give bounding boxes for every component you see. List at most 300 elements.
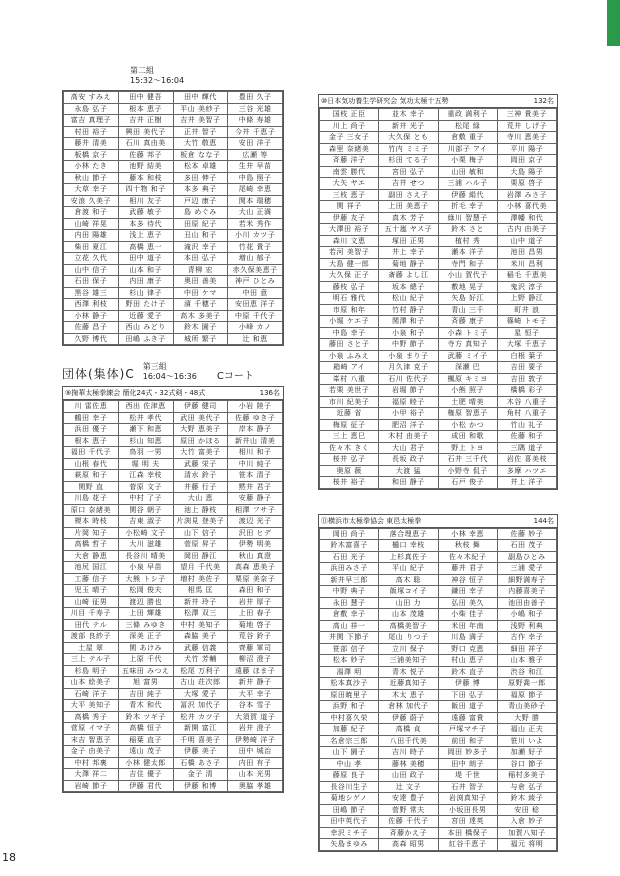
member-name: 梅原 征子	[320, 419, 379, 431]
member-name: 柳沼 澄子	[228, 654, 283, 666]
member-name: 神戸 ひとみ	[228, 276, 283, 288]
member-name: 川上 尚子	[320, 120, 379, 132]
member-name: 小岩 陸子	[228, 401, 283, 413]
member-name: 佐藤 昌子	[64, 322, 119, 334]
member-name: 中島 幸子	[320, 327, 379, 339]
member-name: 中川 純子	[228, 458, 283, 470]
roster-grid	[319, 108, 557, 489]
member-name: 倉敷 重子	[438, 132, 497, 144]
member-name: 大熊 トシ子	[118, 573, 173, 585]
member-name: 鶴田 幸子	[64, 412, 119, 424]
table-row	[320, 281, 557, 293]
member-name: 藤林 美穂	[379, 758, 438, 770]
member-name: 土肥 晴美	[438, 396, 497, 408]
group-label: 第二組 15:32～16:04	[130, 66, 185, 85]
member-name: 吉田 要子	[497, 362, 556, 374]
member-name: 倉林 加代子	[379, 701, 438, 713]
member-name: 武田 美代子	[173, 412, 228, 424]
member-name: 上杉真佐子	[379, 551, 438, 563]
member-name: 多田 伸子	[173, 172, 228, 184]
table-row	[320, 327, 557, 339]
table-row	[64, 241, 283, 253]
member-name: 松山 紀子	[379, 293, 438, 305]
member-name: 落合理恵子	[379, 528, 438, 540]
member-name: 峯村 八重	[320, 373, 379, 385]
member-name: 安浪 久美子	[64, 195, 119, 207]
table-row	[320, 770, 557, 782]
member-name: 佐々木紀子	[438, 551, 497, 563]
member-name: 竹内 ミミ子	[379, 143, 438, 155]
member-name: 奥田 善美	[173, 276, 228, 288]
table-row	[64, 642, 283, 654]
table-row	[64, 504, 283, 516]
table-row	[320, 540, 557, 552]
member-name: 関澤 和子	[379, 316, 438, 328]
member-name: 大島 陽子	[497, 166, 556, 178]
member-name: 寺方 真知子	[438, 339, 497, 351]
table-row	[320, 724, 557, 736]
table-row	[64, 230, 283, 242]
member-name: 吉田 敦子	[497, 373, 556, 385]
table-row	[320, 109, 557, 121]
member-name: 藤田 さと子	[320, 339, 379, 351]
member-name: 安田 洋子	[228, 138, 283, 150]
member-name: 岡田 京子	[497, 155, 556, 167]
member-name: 大渡 猛	[379, 465, 438, 477]
member-name: 中村 美知子	[173, 619, 228, 631]
member-name: 末吉 智恵子	[64, 734, 119, 746]
member-name: 小嶋 和子	[497, 609, 556, 621]
table-row	[64, 322, 283, 334]
table-row	[320, 396, 557, 408]
table-row	[64, 424, 283, 436]
member-name: 浜田 優子	[64, 424, 119, 436]
member-name: 小柴 佳子	[438, 609, 497, 621]
member-name: 若河 美智子	[320, 247, 379, 259]
member-name: 岩佐 喜美枝	[497, 454, 556, 466]
member-name: 広瀬 等	[228, 149, 283, 161]
table-row	[320, 586, 557, 598]
table-row	[320, 666, 557, 678]
member-name: 関 あけみ	[118, 642, 173, 654]
table-row	[320, 408, 557, 420]
member-name: 深瀬 巴	[438, 362, 497, 374]
right-column	[318, 94, 558, 852]
court-label: Cコート	[216, 371, 254, 382]
table-row	[320, 632, 557, 644]
table-row	[64, 769, 283, 781]
member-name: 角村 八重子	[497, 408, 556, 420]
member-name: 石井 智子	[438, 781, 497, 793]
table-row	[320, 247, 557, 259]
member-name: 大島 健一郎	[320, 258, 379, 270]
member-name: 高橋 哲子	[64, 539, 119, 551]
member-name: 藤枝 弘子	[320, 281, 379, 293]
member-name: 新井山 清美	[228, 435, 283, 447]
member-name: 千明 喜美子	[173, 734, 228, 746]
member-name: 鈴木 綾子	[497, 793, 556, 805]
member-name: 古内 由美子	[497, 224, 556, 236]
member-name: 秋山 真澄	[228, 550, 283, 562]
member-name: 佐藤 和子	[497, 431, 556, 443]
member-name: 岩渕真知子	[438, 793, 497, 805]
member-name: 相川 和子	[228, 447, 283, 459]
member-name: 井関 下節子	[320, 632, 379, 644]
member-name: 柴田 夏江	[64, 241, 119, 253]
member-name: 内田 陽雄	[64, 230, 119, 242]
member-name: 吉東 淑子	[118, 516, 173, 528]
table-row	[320, 431, 557, 443]
table-row	[64, 172, 283, 184]
member-name: 奥脇 孝雄	[228, 780, 283, 792]
member-name: 小野寺 侃子	[438, 465, 497, 477]
member-name: 川島 花子	[64, 493, 119, 505]
member-name: 成田 和歌	[438, 431, 497, 443]
member-name: 倉敷 幸子	[320, 609, 379, 621]
event-name: 東邑太極拳	[386, 516, 422, 525]
member-name: 町井 浪	[497, 304, 556, 316]
member-name: 稲村多美子	[497, 770, 556, 782]
org-header	[63, 387, 283, 400]
member-name: 四十物 和子	[118, 184, 173, 196]
member-name: 岩井 澄子	[228, 723, 283, 735]
table-row	[64, 527, 283, 539]
member-name: 宮田 弘子	[379, 166, 438, 178]
table-row	[64, 654, 283, 666]
member-name: 菊地 静子	[379, 258, 438, 270]
member-name: 西山 みどり	[118, 322, 173, 334]
member-name: 高安 すみえ	[64, 92, 119, 104]
table-row	[320, 528, 557, 540]
member-count: 144名	[533, 516, 554, 525]
section-header	[62, 352, 284, 382]
table-row	[320, 155, 557, 167]
member-name: 新井 玲子	[173, 596, 228, 608]
member-name: 伊勢 明美	[228, 539, 283, 551]
table-row	[320, 235, 557, 247]
table-row	[320, 132, 557, 144]
member-name: 本多 待代	[118, 218, 173, 230]
member-name: 澤幡 和代	[497, 212, 556, 224]
member-name: 松本 妙子	[320, 655, 379, 667]
member-name: 原口 奈緒美	[64, 504, 119, 516]
member-name: 松尾 緑	[438, 120, 497, 132]
member-name: 中村 了子	[118, 493, 173, 505]
member-name: 吉井 正樹	[118, 115, 173, 127]
member-name: 稲毛 千恵美	[497, 270, 556, 282]
member-name: 赤久保美恵子	[228, 264, 283, 276]
member-name: 根本 恵子	[118, 103, 173, 115]
roster-table-org9	[62, 386, 284, 793]
member-name: 三浦美知子	[379, 655, 438, 667]
member-name: 鎌田 幸子	[438, 586, 497, 598]
member-name: 幸沢ミチ子	[320, 827, 379, 839]
member-name: 本田 弘子	[173, 253, 228, 265]
member-name: 滝沢 幸子	[173, 241, 228, 253]
table-row	[64, 688, 283, 700]
member-name: 古山 荘次郎	[173, 677, 228, 689]
member-name: 大山 恵	[173, 493, 228, 505]
member-name: 木村 由美子	[379, 431, 438, 443]
member-name: 望月 千代美	[173, 562, 228, 574]
member-name: 小林 静子	[64, 310, 119, 322]
member-name: 堤 千世	[438, 770, 497, 782]
member-name: 飯塚コイ子	[379, 586, 438, 598]
member-name: 金子 由美子	[64, 746, 119, 758]
member-name: 長坂 政子	[379, 454, 438, 466]
member-name: 山本 雅子	[497, 655, 556, 667]
member-name: 石田 光子	[320, 551, 379, 563]
member-name: 小川 カツ子	[228, 230, 283, 242]
member-name: 岸本 静子	[228, 424, 283, 436]
member-name: 池野 結美	[118, 161, 173, 173]
member-name: 木太 恵子	[379, 689, 438, 701]
member-name: 堀 明 夫	[118, 458, 173, 470]
member-name: 肥沼 洋子	[379, 419, 438, 431]
member-name: 細野満寿子	[497, 574, 556, 586]
member-name: 関 祥子	[320, 201, 379, 213]
member-name: 大倉 静恵	[64, 550, 119, 562]
member-name: 小林 幸恵	[438, 528, 497, 540]
member-name: 久野 博代	[64, 333, 119, 345]
member-name: 大澤田 裕子	[320, 224, 379, 236]
member-name: 白根 葉子	[497, 350, 556, 362]
member-name: 月久津 克子	[379, 362, 438, 374]
member-count: 132名	[533, 97, 554, 105]
member-name: 吉田 純子	[118, 688, 173, 700]
table-row	[64, 619, 283, 631]
member-name: 三枝 恵子	[320, 189, 379, 201]
org-name: ⑪横浜市太極拳協会	[321, 516, 384, 525]
member-name: 竹山 礼子	[497, 419, 556, 431]
member-name: 大竹 富美子	[173, 447, 228, 459]
member-name: 板倉 なな子	[173, 149, 228, 161]
member-name: 小森 トミ子	[438, 327, 497, 339]
member-name: 西澤 利枝	[64, 299, 119, 311]
member-name: 中條 寿雄	[228, 115, 283, 127]
member-name: 近藤真知子	[379, 678, 438, 690]
member-name: 青柳 宏	[173, 264, 228, 276]
member-name: 松本真沙子	[320, 678, 379, 690]
table-row	[64, 516, 283, 528]
table-row	[64, 746, 283, 758]
member-name: 小泉 まり子	[379, 350, 438, 362]
member-name: 南雲 勝代	[320, 166, 379, 178]
member-name: 五十嵐 ヤス子	[379, 224, 438, 236]
member-name: 入倉 妙子	[497, 816, 556, 828]
member-name: 伊勢崎 洋子	[228, 734, 283, 746]
table-row	[64, 276, 283, 288]
member-name: 高木 多美子	[173, 310, 228, 322]
member-name: 遠藤 富貴	[438, 712, 497, 724]
member-name: 冨沢 加代子	[173, 700, 228, 712]
table-row	[64, 310, 283, 322]
table-row	[320, 747, 557, 759]
member-name: 三神 貴美子	[497, 109, 556, 121]
member-name: 伊藤 博	[438, 678, 497, 690]
member-name: 高橋 秀子	[64, 711, 119, 723]
member-name: 折毛 幸子	[438, 201, 497, 213]
table-row	[320, 258, 557, 270]
member-name: 副島ひとみ	[497, 551, 556, 563]
table-row	[320, 781, 557, 793]
member-name: 真木 芳子	[379, 212, 438, 224]
member-name: 安田 稔	[497, 804, 556, 816]
roster-grid	[63, 91, 283, 345]
member-name: 金子 清	[173, 769, 228, 781]
member-name: 寺門 和子	[438, 258, 497, 270]
member-name: 鈴木 さと	[438, 224, 497, 236]
table-row	[64, 631, 283, 643]
member-name: 新井 静子	[228, 677, 283, 689]
table-row	[64, 126, 283, 138]
member-name: 野口 克恵	[438, 643, 497, 655]
table-row	[64, 218, 283, 230]
member-name: 平山 美紗子	[173, 103, 228, 115]
member-name: 菅野 常夫	[379, 804, 438, 816]
member-name: 森田 和子	[228, 585, 283, 597]
table-row	[64, 161, 283, 173]
member-name: 上田 春子	[228, 608, 283, 620]
member-name: 高木 聡	[379, 574, 438, 586]
member-name: 関野 直	[64, 481, 119, 493]
member-name: 増山 郁子	[228, 253, 283, 265]
member-name: 上田 美恵子	[379, 201, 438, 213]
member-name: 大竹 敬恵	[173, 138, 228, 150]
roster-grid	[319, 528, 557, 851]
member-name: 高橋 貞	[379, 724, 438, 736]
member-name: 和田 静子	[379, 477, 438, 489]
table-row	[320, 689, 557, 701]
member-name: 板橋 京子	[64, 149, 119, 161]
member-name: 杉山 知恵	[118, 435, 173, 447]
member-name: 杉島 明子	[64, 665, 119, 677]
member-name: 中山 孝	[320, 758, 379, 770]
table-row	[320, 270, 557, 282]
member-name: 松井 カツ子	[173, 711, 228, 723]
member-name: 宮田 達英	[438, 816, 497, 828]
table-row	[64, 435, 283, 447]
member-name: 山中 信子	[64, 264, 119, 276]
member-name: 藤井 君子	[438, 563, 497, 575]
table-row	[64, 287, 283, 299]
member-name: 大山 君子	[379, 442, 438, 454]
member-name: 三上 恵巳	[320, 431, 379, 443]
table-row	[320, 574, 557, 586]
group-label: 第三組 16:04～16:36	[142, 362, 197, 381]
member-name: 笹川 いよ	[497, 735, 556, 747]
table-row	[64, 264, 283, 276]
table-row	[64, 711, 283, 723]
member-name: 市川 紀美子	[320, 396, 379, 408]
member-name: 植村 秀	[438, 235, 497, 247]
member-name: 石川 佐代子	[379, 373, 438, 385]
table-row	[320, 442, 557, 454]
table-row	[320, 339, 557, 351]
member-name: 大山 正満	[228, 207, 283, 219]
member-name: 増村 美佐子	[173, 573, 228, 585]
member-name: 児玉 晴子	[64, 585, 119, 597]
member-name: 石田 保子	[64, 276, 119, 288]
member-name: 根本 恵子	[64, 435, 119, 447]
member-name: 桜井 裕子	[320, 477, 379, 489]
member-name: 山中 道子	[497, 235, 556, 247]
member-name: 大野 恵美子	[173, 424, 228, 436]
member-name: 伊藤 蔚子	[379, 712, 438, 724]
member-name: 菅原 昇子	[173, 539, 228, 551]
member-name: 橋橋 彩子	[497, 385, 556, 397]
member-name: 荒谷 鈴子	[228, 631, 283, 643]
member-name: 岡田 妙多子	[438, 747, 497, 759]
member-name: 谷口 節子	[497, 758, 556, 770]
table-row	[320, 701, 557, 713]
member-name: 松尾 万利子	[173, 665, 228, 677]
member-name: 工藤 信子	[64, 573, 119, 585]
member-name: 松本 卓雄	[173, 161, 228, 173]
member-name: 平川 陽子	[497, 143, 556, 155]
member-name: 谷本 雪子	[228, 700, 283, 712]
member-name: 新開 富江	[173, 723, 228, 735]
member-name: 渡辺 光子	[228, 516, 283, 528]
member-name: 大草 幸子	[64, 184, 119, 196]
member-name: 吉井 美智子	[173, 115, 228, 127]
member-name: 杉山 律子	[118, 287, 173, 299]
member-name: 鈴木 園子	[173, 322, 228, 334]
member-name: 多摩 ハツエ	[497, 465, 556, 477]
member-name: 森川 文恵	[320, 235, 379, 247]
table-row	[320, 804, 557, 816]
table-row	[320, 735, 557, 747]
member-name: 小林 健太郎	[118, 757, 173, 769]
member-name: 齊藤 軍司	[228, 642, 283, 654]
member-name: 小林 たき	[64, 161, 119, 173]
member-name: 丑山 和子	[173, 230, 228, 242]
table-row	[64, 493, 283, 505]
org-header	[319, 95, 557, 108]
table-row	[64, 447, 283, 459]
member-name: 尾山 りつ子	[379, 632, 438, 644]
member-name: 副田 さえ子	[379, 189, 438, 201]
member-name: 佐藤 千代子	[379, 816, 438, 828]
table-row	[64, 539, 283, 551]
member-name: 大澤 祥二	[64, 769, 119, 781]
member-name: 栗原 啓子	[497, 178, 556, 190]
member-name: 池田由善子	[497, 597, 556, 609]
member-name: 石崎 洋子	[64, 688, 119, 700]
member-name: 藤原 良子	[320, 770, 379, 782]
member-name: 岡田 静江	[173, 550, 228, 562]
member-name: 瀬下 和恵	[118, 424, 173, 436]
member-name: 松井 孝代	[118, 412, 173, 424]
roster-table-org10	[318, 94, 558, 490]
member-name: 湯澤 明	[320, 666, 379, 678]
table-row	[64, 665, 283, 677]
member-name: 加瀬 好子	[497, 747, 556, 759]
member-name: 遠山 茂子	[118, 746, 173, 758]
org-name: ⑨掬華太極拳練会	[65, 389, 121, 397]
member-name: 興田 美代子	[118, 126, 173, 138]
member-name: 山田 力	[379, 597, 438, 609]
member-name: 吉川 時子	[379, 747, 438, 759]
member-name: 岩井 厚子	[228, 596, 283, 608]
member-name: 中田 ケマ	[173, 287, 228, 299]
member-name: 明石 雅代	[320, 293, 379, 305]
member-name: 篠崎 トモ子	[497, 316, 556, 328]
member-name: 綠川 智慧子	[438, 212, 497, 224]
member-name: 尾崎 幸恵	[228, 184, 283, 196]
member-name: 辻 文子	[379, 781, 438, 793]
member-name: 近藤 愛子	[118, 310, 173, 322]
